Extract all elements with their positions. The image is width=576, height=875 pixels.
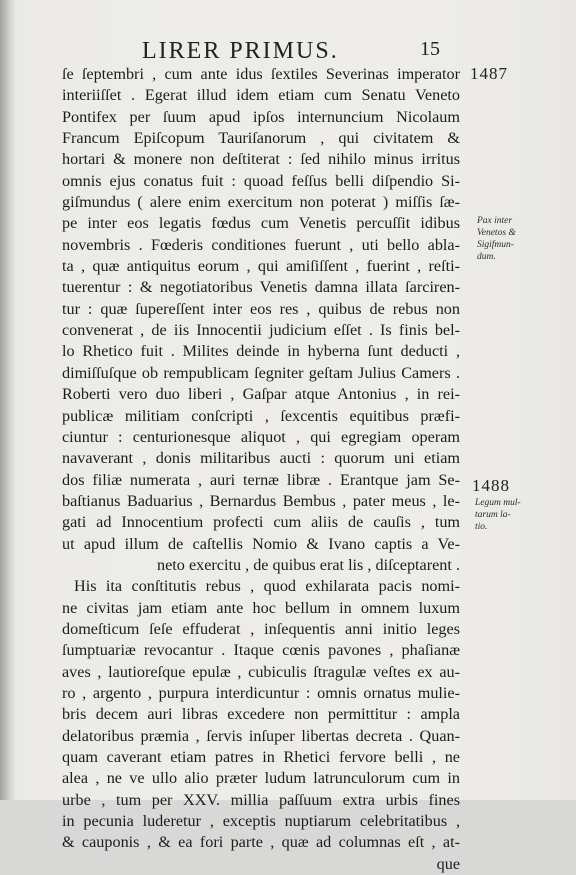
margin-note-line: dum. xyxy=(477,252,496,262)
text-line: giſmundus ( alere enim exercitum non poterat ) miſſis ſæ- xyxy=(62,193,460,212)
text-line: alea , ne ve ullo alio præter ludum latrunculorum cum in xyxy=(62,769,460,788)
text-line: delatoribus præmia , ſervis inſuper libertas decreta . Quan- xyxy=(62,726,460,745)
text-line: publicæ militiam conſcripti , ſexcentis equitibus præfi- xyxy=(62,406,460,425)
text-line: hortari & monere non deſtiterat : ſed nihilo minus irritus xyxy=(62,150,460,169)
margin-note-line: tarum la- xyxy=(475,510,511,520)
text-line: lo Rhetico fuit . Milites deinde in hyberna ſunt deducti , xyxy=(62,342,460,361)
text-line: omnis ejus conatus fuit : quoad feſſus belli diſpendio Si- xyxy=(62,171,460,190)
text-line: tuerentur : & negotiatoribus Venetis damna illata ſarciren- xyxy=(62,278,460,297)
text-line: ne civitas jam etiam ante hoc bellum in omnem luxum xyxy=(62,598,460,617)
text-line: & cauponis , & ea fori parte , quæ ad columnas eſt , at- xyxy=(62,833,460,852)
catchword: que xyxy=(436,854,460,873)
text-line: Francum Epiſcopum Tauriſanorum , qui civitatem & xyxy=(62,129,460,148)
text-line: in pecunia luderetur , exceptis nuptiarum celebritatibus , xyxy=(62,812,460,831)
text-line: His ita conſtitutis rebus , quod exhilarata pacis nomi- xyxy=(74,577,460,596)
text-line: tur : quæ ſupereſſent inter eos res , quibus de rebus non xyxy=(62,299,460,318)
text-line: aves , lautioreſque epulæ , cubiculis ſtragulæ veſtes ex au- xyxy=(62,662,460,681)
text-line: domeſticum ſeſe effuderat , inſequentis anni initio leges xyxy=(62,619,460,638)
text-line: pe inter eos legatis fœdus cum Venetis percuſſit idibus xyxy=(62,214,460,233)
text-line: ciuntur : centurionesque aliquot , qui egregiam operam xyxy=(62,427,460,446)
text-line: ro , argento , purpura interdicuntur : omnis ornatus mulie- xyxy=(62,683,460,702)
text-line: baſtianus Baduarius , Bernardus Bembus , pater meus , le- xyxy=(62,491,460,510)
gutter-shadow xyxy=(0,0,16,800)
running-head: LIRER PRIMUS. xyxy=(142,38,339,64)
margin-note-line: Legum mul- xyxy=(475,498,521,508)
text-line: neto exercitu , de quibus erat lis , diſceptarent . xyxy=(157,555,460,574)
margin-note-line: tio. xyxy=(475,522,488,532)
text-line: ut apud illum de caſtellis Nomio & Ivano captis a Ve- xyxy=(62,534,460,553)
margin-note xyxy=(477,215,516,263)
text-line: dimiſſuſque ob rempublicam ſegniter geſtam Julius Camers . xyxy=(62,363,460,382)
text-line: interiiſſet . Egerat illud idem etiam cum Senatu Veneto xyxy=(62,86,460,105)
text-line: dos filiæ numerata , auri ternæ libræ . Erantque jam Se- xyxy=(62,470,460,489)
body-text xyxy=(62,64,460,875)
margin-note-line: Pax inter xyxy=(477,216,513,226)
margin-year: 1487 xyxy=(470,64,508,83)
text-line: ta , quæ antiquitus eorum , qui amiſiſſent , fuerint , reſti- xyxy=(62,257,460,276)
text-line: urbe , tum per XXV. millia paſſuum extra urbis fines xyxy=(62,790,460,809)
margin-note-line: Venetos & xyxy=(477,228,516,238)
page-number: 15 xyxy=(420,38,440,60)
text-line: Roberti vero duo liberi , Gaſpar atque Antonius , in rei- xyxy=(62,385,460,404)
margin-note-line: Sigifmun- xyxy=(477,240,514,250)
text-line: convenerat , de iis Innocentii judicium eſſet . Is finis bel- xyxy=(62,321,460,340)
text-line: novembris . Fœderis conditiones fuerunt , uti bello abla- xyxy=(62,235,460,254)
text-line: ſe ſeptembri , cum ante idus ſextiles Severinas imperator xyxy=(62,65,460,83)
margin-year: 1488 xyxy=(472,476,510,495)
text-line: Pontifex per ſuum apud ipſos internuncium Nicolaum xyxy=(62,107,460,126)
text-line: quam caverant etiam patres in Rhetici fervore belli , ne xyxy=(62,748,460,766)
margin-note xyxy=(475,497,521,533)
text-line: navaverant , donis militaribus aucti : quorum uni etiam xyxy=(62,449,460,468)
text-line: ſumptuariæ revocantur . Itaque cœnis pavones , phaſianæ xyxy=(62,641,460,660)
text-line: gati ad Innocentium profecti cum aliis de cauſis , tum xyxy=(62,513,460,532)
text-line: bris decem auri libras excedere non permittitur : ampla xyxy=(62,705,460,724)
